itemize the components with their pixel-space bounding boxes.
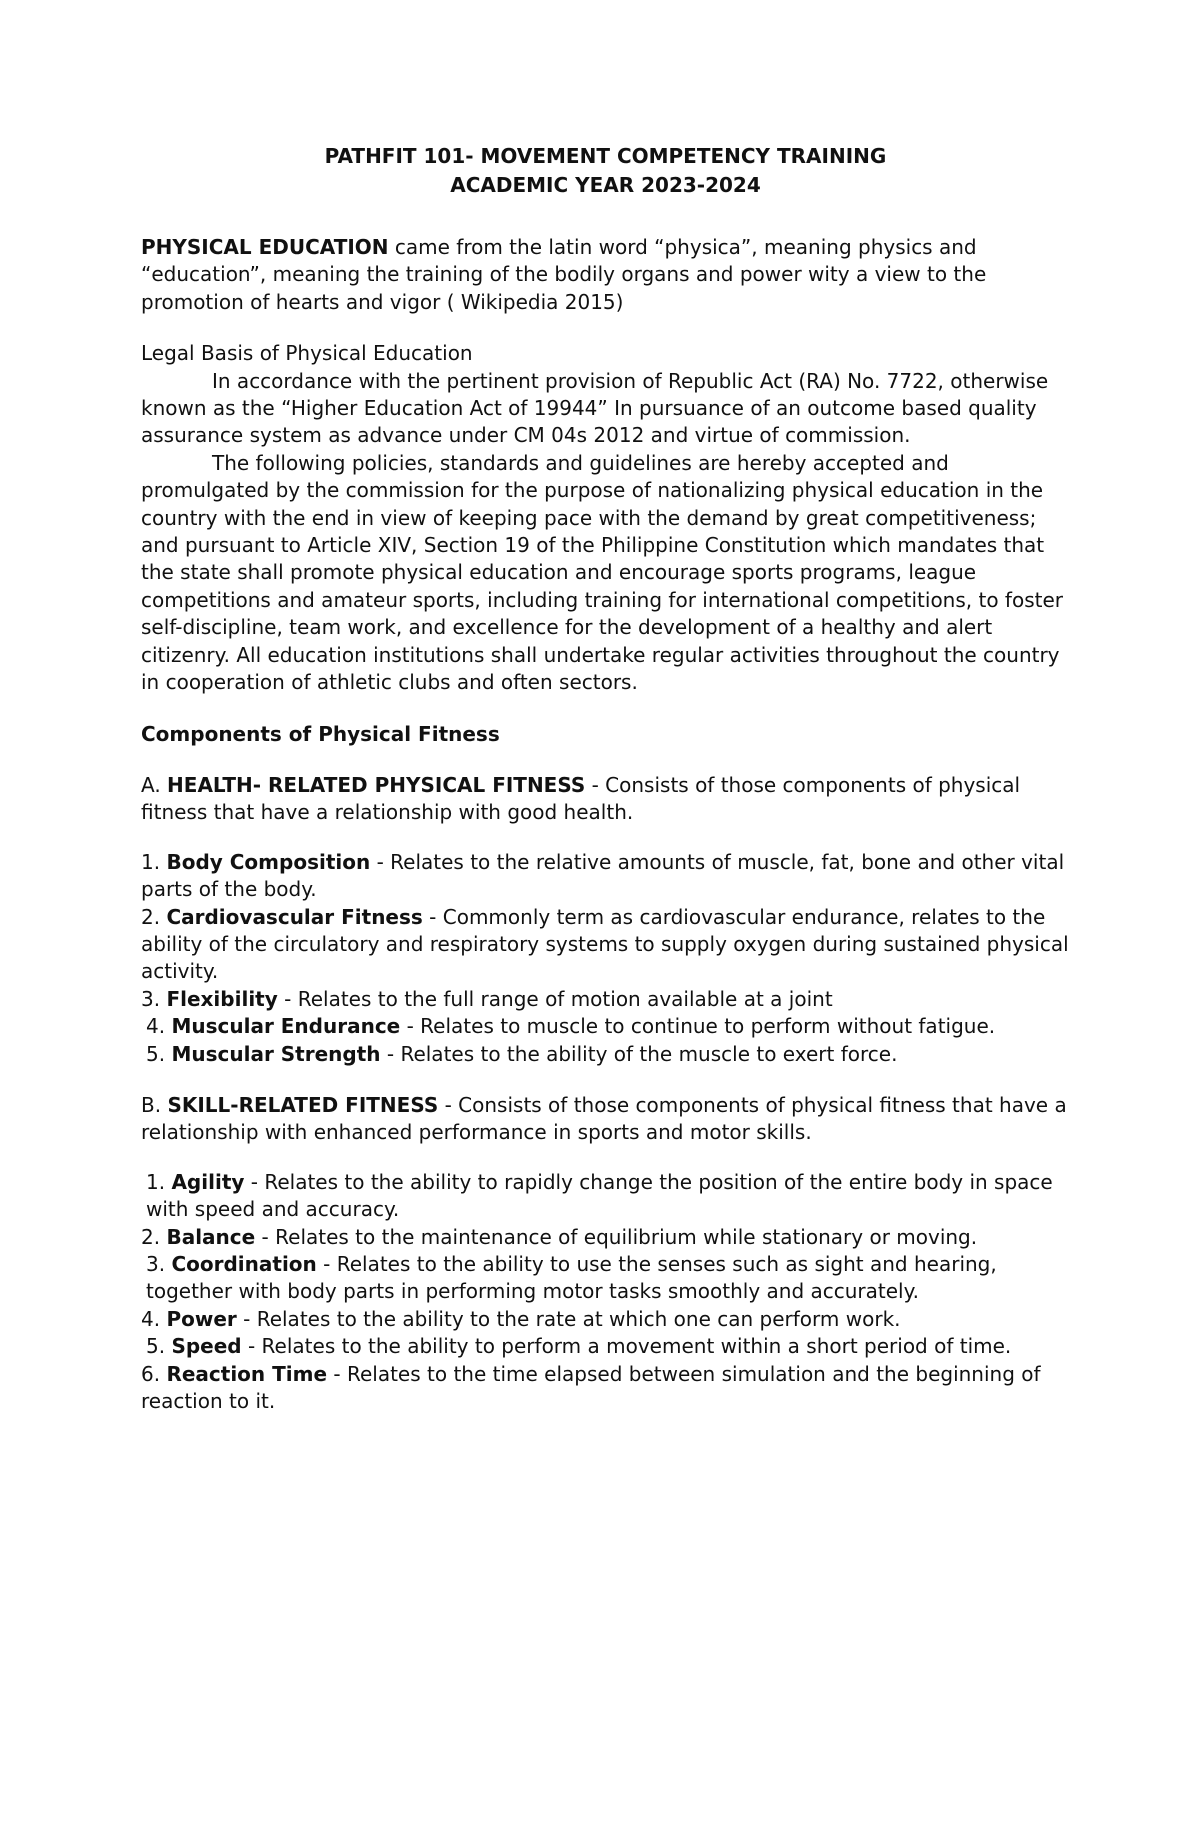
skill-term: SKILL-RELATED FITNESS [167, 1092, 439, 1117]
components-heading: Components of Physical Fitness [141, 721, 500, 746]
item-text: - Relates to the ability to use the senses such as sight and hearing, together with body parts in performing motor tasks smoothly and accurately. [146, 1252, 997, 1304]
legal-basis-paragraph-2: The following policies, standards and guidelines are hereby accepted and promulgated by the commission for the purpose of nationalizing physical education in the country with the end in view of keeping pace with the demand by great competitiveness; and pursuant to Article XIV, Section 19 of the Philippine Constitution which mandates that the state shall promote physical education and encourage sports programs, league competitions and amateur sports, including training for international competitions, to foster self-discipline, team work, and excellence for the development of a healthy and alert citizenry. All education institutions shall undertake regular activities throughout the country in cooperation of athletic clubs and often sectors. [141, 450, 1063, 695]
legal-basis-section [141, 340, 1070, 696]
item-term: Cardiovascular Fitness [166, 904, 423, 929]
item-number: 3. [146, 1252, 172, 1276]
list-item [141, 904, 1070, 986]
item-term: Agility [171, 1169, 245, 1194]
item-number: 2. [141, 1224, 167, 1249]
list-item [141, 1013, 1070, 1040]
item-term: Power [166, 1306, 237, 1331]
item-number: 1. [141, 849, 167, 874]
health-prefix: A. [141, 772, 168, 797]
item-text: - Relates to the full range of motion available at a joint [277, 986, 833, 1011]
item-term: Muscular Strength [171, 1041, 381, 1066]
legal-basis-heading: Legal Basis of Physical Education [141, 341, 473, 366]
legal-basis-paragraph-1: In accordance with the pertinent provision of Republic Act (RA) No. 7722, otherwise known as the “Higher Education Act of 19944” In pursuance of an outcome based quality assurance system as advance under CM 04s 2012 and virtue of commission. [141, 368, 1049, 448]
item-number: 5. [146, 1334, 172, 1359]
list-item [141, 1251, 1070, 1306]
list-item [141, 986, 1070, 1013]
health-term: HEALTH- RELATED PHYSICAL FITNESS [167, 772, 586, 797]
item-term: Coordination [171, 1252, 317, 1276]
item-text: - Relates to the ability to rapidly change the position of the entire body in space with speed and accuracy. [146, 1169, 1053, 1222]
list-item [141, 1361, 1070, 1416]
intro-term: PHYSICAL EDUCATION [141, 235, 389, 259]
item-text: - Relates to muscle to continue to perform without fatigue. [400, 1014, 996, 1039]
skill-text: - Consists of those components of physical fitness that have a relationship with enhanced performance in sports and motor skills. [141, 1092, 1067, 1145]
item-number: 4. [141, 1306, 167, 1331]
item-number: 1. [146, 1169, 172, 1194]
skill-related-list [141, 1169, 1070, 1416]
title-line-1: PATHFIT 101- MOVEMENT COMPETENCY TRAINING [324, 144, 887, 168]
item-number: 6. [141, 1361, 167, 1386]
skill-prefix: B. [141, 1092, 168, 1117]
item-text: - Relates to the maintenance of equilibrium while stationary or moving. [255, 1224, 978, 1249]
skill-related-heading [141, 1092, 1070, 1147]
list-item [141, 1041, 1070, 1068]
list-item [141, 1169, 1070, 1224]
item-text: - Relates to the relative amounts of muscle, fat, bone and other vital parts of the body. [141, 849, 1065, 902]
item-number: 5. [146, 1041, 172, 1066]
health-text: - Consists of those components of physical fitness that have a relationship with good health. [141, 772, 1021, 825]
list-item [141, 1224, 1070, 1251]
title-line-2: ACADEMIC YEAR 2023-2024 [450, 173, 761, 197]
item-text: - Relates to the ability to perform a movement within a short period of time. [241, 1334, 1012, 1359]
list-item [141, 1333, 1070, 1360]
list-item [141, 1306, 1070, 1333]
item-term: Balance [166, 1224, 256, 1249]
intro-paragraph [141, 234, 1070, 316]
item-number: 3. [141, 986, 167, 1011]
item-term: Flexibility [166, 986, 278, 1011]
item-text: - Relates to the ability of the muscle to exert force. [380, 1041, 898, 1066]
item-term: Reaction Time [166, 1361, 328, 1386]
item-number: 4. [146, 1014, 172, 1039]
item-text: - Relates to the ability to the rate at which one can perform work. [236, 1306, 901, 1331]
item-number: 2. [141, 904, 167, 929]
item-text: - Relates to the time elapsed between simulation and the beginning of reaction to it. [141, 1361, 1041, 1414]
item-term: Body Composition [166, 849, 371, 874]
item-term: Speed [171, 1334, 242, 1359]
list-item [141, 849, 1070, 904]
document-title [141, 142, 1070, 200]
item-term: Muscular Endurance [171, 1014, 401, 1039]
health-related-list [141, 849, 1070, 1068]
health-related-heading [141, 772, 1070, 827]
intro-text: came from the latin word “physica”, meaning physics and “education”, meaning the training of the bodily organs and power wity a view to the promotion of hearts and vigor ( Wikipedia 2015) [141, 235, 987, 314]
item-text: - Commonly term as cardiovascular endurance, relates to the ability of the circulatory and respiratory systems to supply oxygen during sustained physical activity. [141, 904, 1069, 984]
